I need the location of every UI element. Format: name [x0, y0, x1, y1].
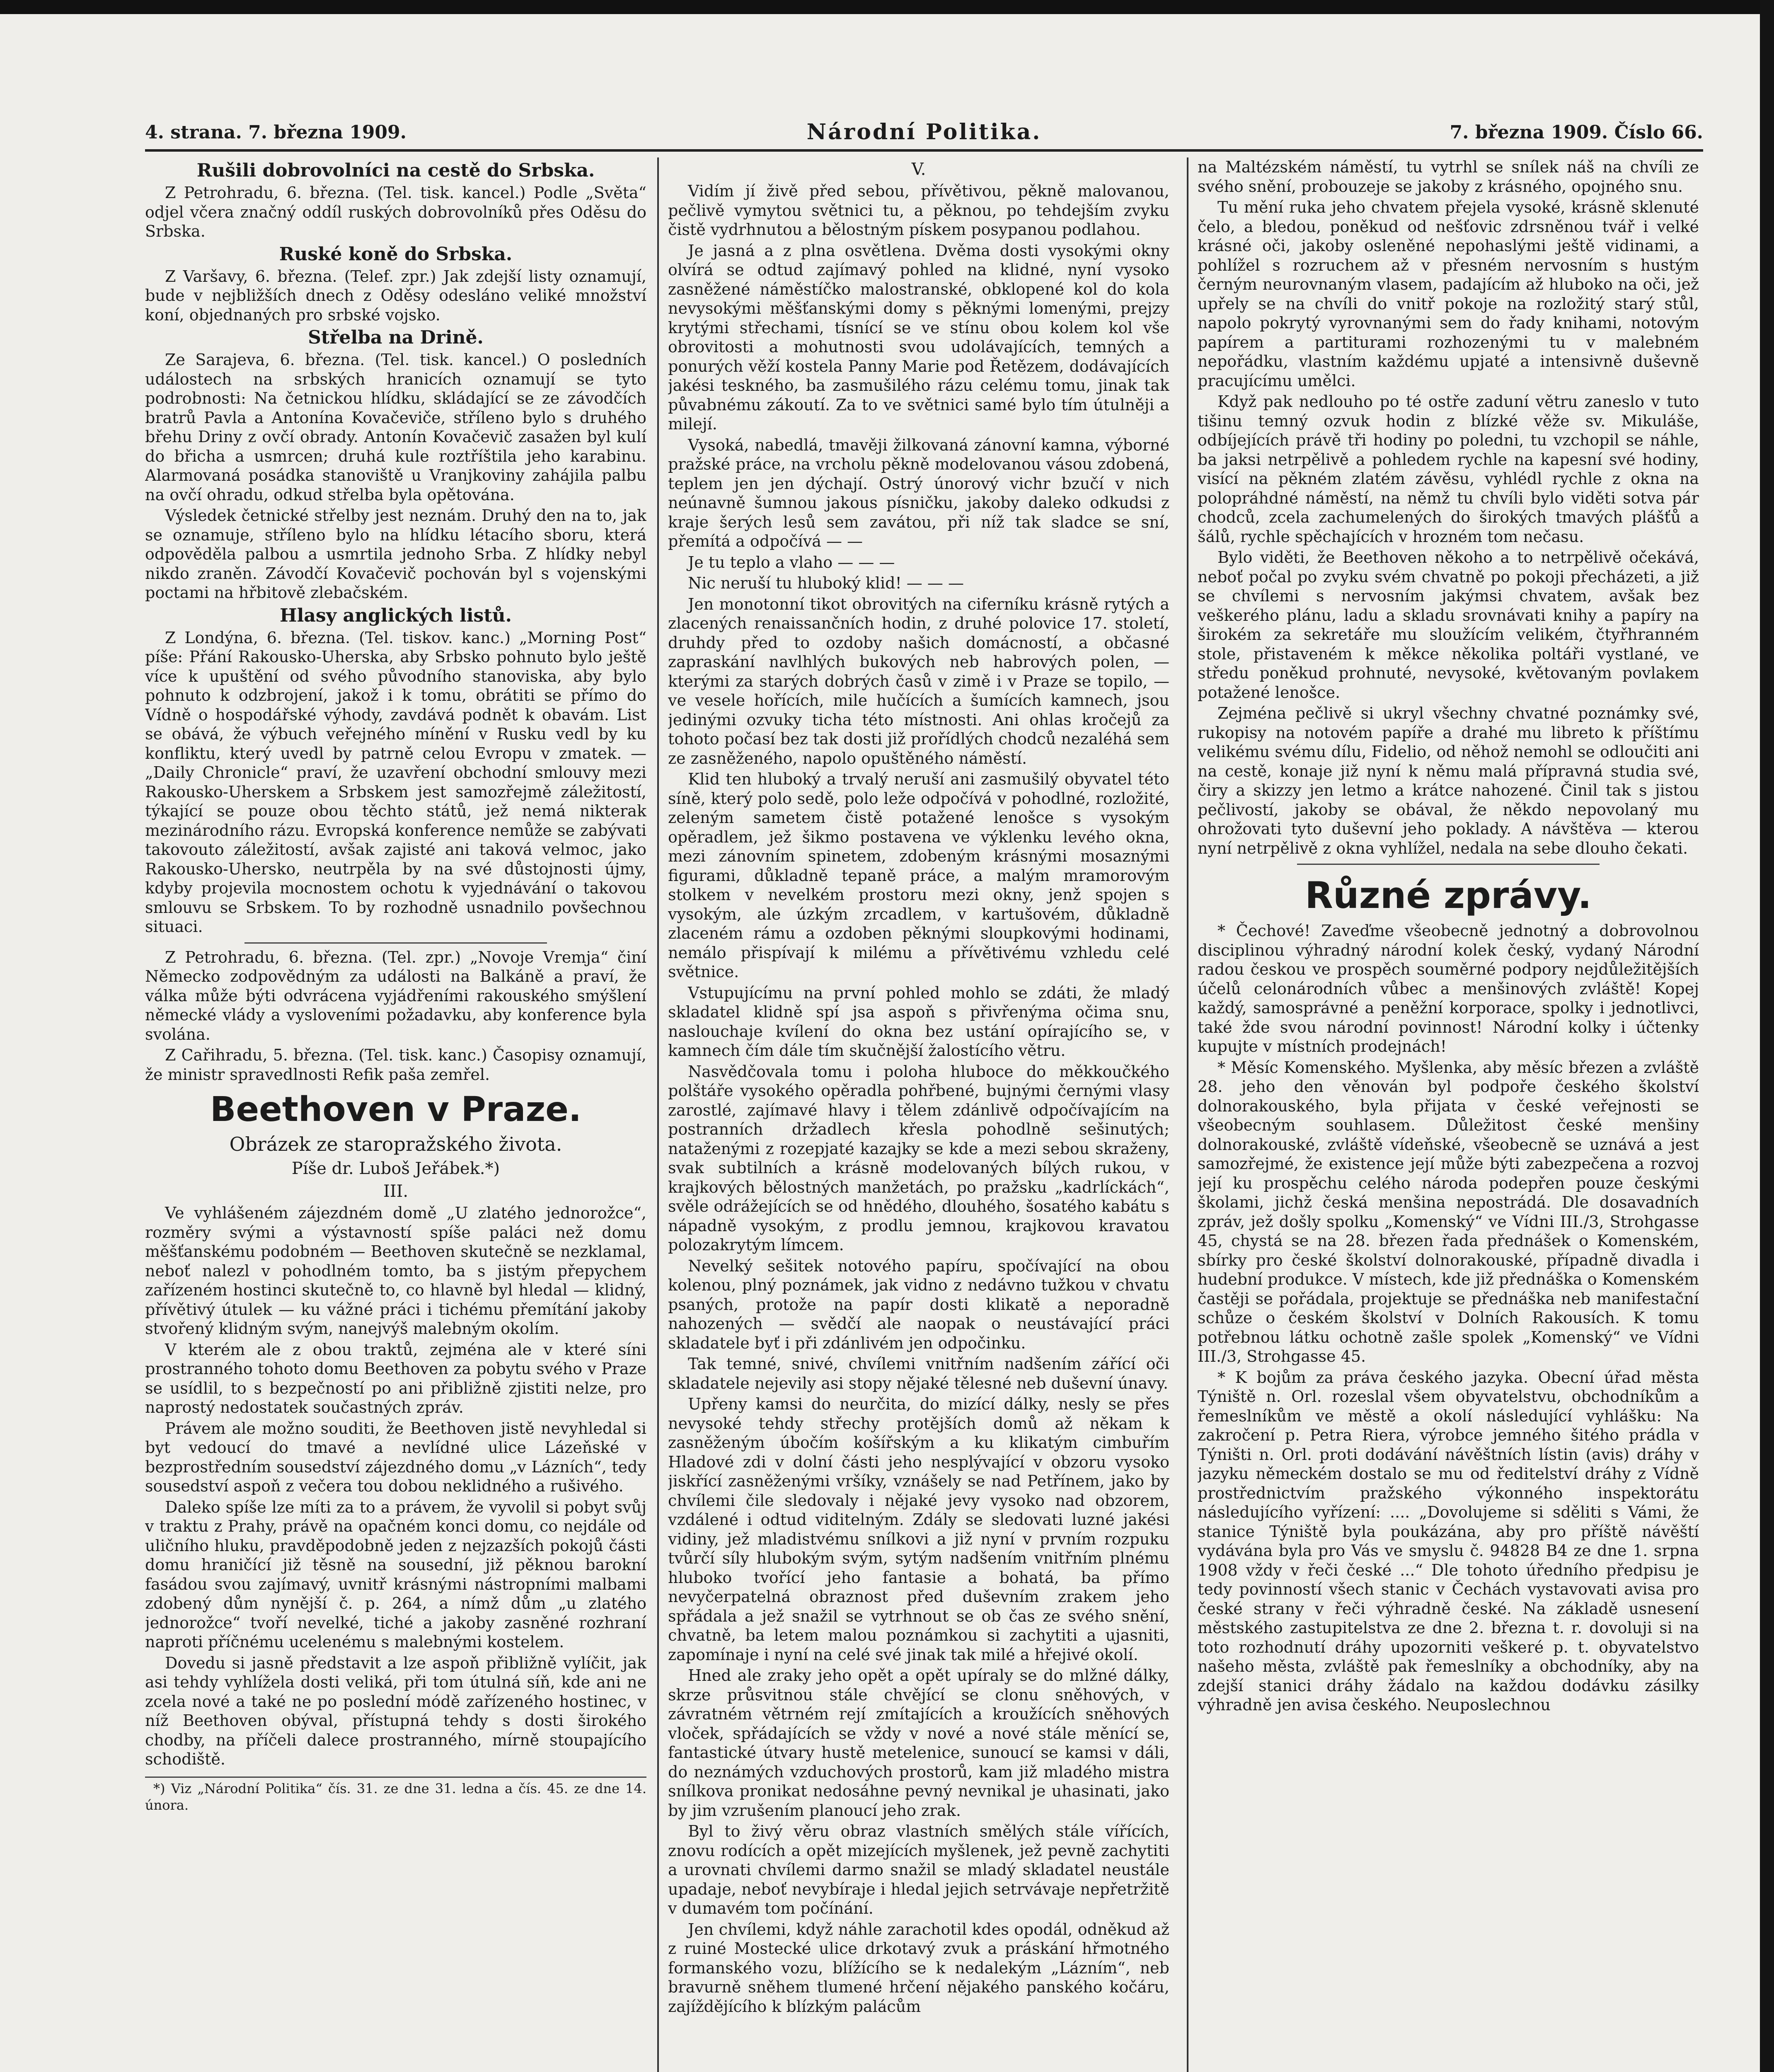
column-rule: [657, 157, 659, 2072]
header-page-date: 4. strana. 7. března 1909.: [145, 122, 407, 143]
article-paragraph: Ze Sarajeva, 6. března. (Tel. tisk. kancel.) O posledních událostech na srbských hranicích oznamují se tyto podrobnosti: Na četnickou hlídku, skládající se ze závodčích bratrů Pavla a Antonína Kovačeviče, stříleno bylo s druhého břehu Driny z ovčí obrady. Antonín Kovačevič zasažen byl kulí do břicha a usmrcen; druhá kule roztříštila jeho karabinu. Alarmovaná posádka stanoviště u Vranjkoviny zahájila palbu na ovčí ohradu, odkud střelba byla opětována.: [145, 351, 646, 504]
article-paragraph: Z Londýna, 6. března. (Tel. tiskov. kanc.) „Morning Post“ píše: Přání Rakousko-Uherska, aby Srbsko pohnuto bylo ještě více k upuštění od svého původního stanoviska, aby bylo pohnuto k odzbrojení, jakož i k tomu, obrátiti se přímo do Vídně o hospodářské výhody, zavdává podnět k obavám. List se obává, že výbuch veřejného mínění v Rusku vedl by ku konfliktu, který uvedl by patrně celou Evropu v zmatek. — „Daily Chronicle“ praví, že uzavření obchodní smlouvy mezi Rakousko-Uherskem a Srbskem jest samozřejmě záležitostí, týkající se pouze obou těchto států, jež nemá nikterak mezinárodního rázu. Evropská konference nemůže se zabývati takovouto záležitostí, avšak zajisté ani taková velmoc, jako Rakousko-Uhersko, neutrpěla by na své důstojnosti újmy, kdyby projevila mocnostem ochotu k vyjednávání o takovou smlouvu se Srbskem. To by rozhodně usnadnilo povšechnou situaci.: [145, 628, 646, 936]
article-paragraph: Hned ale zraky jeho opět a opět upíraly se do mlžné dálky, skrze průsvitnou stále chvějící se clonu sněhových, v závratném větrném rejí zmítajících a kroužících sněhových vloček, spřádajících se vždy v nové a nové stále měnící se, fantastické útvary hustě metelenice, sunoucí se kamsi v dáli, do neznámých vzduchových prostorů, kam již mladého mistra snílkova pronikat nedosáhne pevný nevnikal je uhasinati, jako by jim vzrušením planoucí jeho zrak.: [668, 1666, 1169, 1820]
article-paragraph: Dovedu si jasně představit a lze aspoň přibližně vylíčit, jak asi tehdy vyhlížela dosti veliká, při tom útulná síň, kde ani ne zcela nové a také ne po poslední módě zařízeného hostinec, v níž Beethoven obýval, přístupná tehdy s dosti širokého chodby, na příčeli dalece prostranného, mírně stoupajícího schodiště.: [145, 1653, 646, 1768]
article-paragraph: Nasvědčovala tomu i poloha hluboce do měkkoučkého polštáře vysokého opěradla pohřbené, bujnými černými vlasy zarostlé, zajímavé hlavy i tělem zdánlivě odpočívajícím na postranních držadlech křesla pohodlně sešinutých; nataženými z rozepjaté kazajky se kde a mezi sebou skraženy, svak subtilních a krásně modelovaných bílých rukou, v krajkových bělostných manžetách, po pražsku „kadrlíckách“, svěle odrážejících se od hnědého, dlouhého, šosatého kabátu s nápadně vysokým, z prodlu jemnou, krajkovou kravatou polozakrytým límcem.: [668, 1062, 1169, 1254]
chapter-number: V.: [911, 160, 926, 179]
article-paragraph: Bylo viděti, že Beethoven někoho a to netrpělivě očekává, neboť počal po zvyku svém chvatně po pokoji přecházeti, a již se chvílemi s nervosním jakýmsi chvatem, avšak bez veškerého plánu, ladu a skladu srovnávati knihy a papíry na širokém za sekretáře mu sloužícím velikém, čtyřhranném stole, přistaveném k měkce několika poltáři vystlané, ve středu poněkud prohnuté, nevysoké, květovaným povlakem potažené lenošce.: [1198, 548, 1699, 702]
section-title: Různé zprávy.: [1305, 874, 1592, 917]
column-left: [145, 157, 646, 2072]
section-separator: [244, 942, 547, 944]
newspaper-page: [145, 116, 1703, 2072]
column-middle: [668, 157, 1169, 2072]
article-headline: Rušili dobrovolníci na cestě do Srbska.: [196, 160, 595, 181]
article-paragraph: Výsledek četnické střelby jest neznám. Druhý den na to, jak se oznamuje, stříleno bylo na hlídku létacího sboru, která odpověděla palbou a usmrtila jednoho Srba. Z hlídky nebyl nikdo zraněn. Závodčí Kovačevič pochován byl s vojenskými poctami na hřbitově zlebačském.: [145, 506, 646, 602]
article-paragraph: Jen monotonní tikot obrovitých na ciferníku krásně rytých a zlacených renaissančních hodin, z druhé polovice 17. století, druhdy před to ozdoby našich domácností, a občasné zapraskání navlhlých bukových neb habrových polen, — kterými za starých dobrých časů v zimě i v Praze se topilo, — ve vesele hořících, mile hučících a šumících kamnech, jsou jedinými ozvuky ticha této místnosti. Ani ohlas kročejů za tohoto počasí bez tak dosti již prořídlých chodců nezaléhá sem ze zasněženého, napolo opuštěného náměstí.: [668, 595, 1169, 767]
header-issue-number: 7. března 1909. Číslo 66.: [1450, 122, 1703, 143]
article-paragraph: Tak temné, snivé, chvílemi vnitřním nadšením zářící oči skladatele nejevily asi stopy nějaké tělesné neb duševní únavy.: [668, 1355, 1169, 1392]
article-paragraph: Z Cařihradu, 5. března. (Tel. tisk. kanc.) Časopisy oznamují, že ministr spravedlnosti Refik paša zemřel.: [145, 1046, 646, 1084]
section-separator: [1297, 864, 1600, 865]
article-paragraph: Byl to živý věru obraz vlastních smělých stále vířících, znovu rodících a opět mizejících myšlenek, jež pevně zachytiti a urovnati chvílemi darmo snažil se mladý skladatel neustále upadaje, neboť nevybíraje i hledal jejich setrvávaje nepřetržitě v dumavém tom počínání.: [668, 1822, 1169, 1917]
column-rule: [1187, 157, 1188, 2072]
feature-title: Beethoven v Praze.: [210, 1090, 581, 1129]
article-paragraph: na Maltézském náměstí, tu vytrhl se snílek náš na chvíli ze svého snění, probouzeje se jakoby z krásného, opojného snu.: [1198, 158, 1699, 196]
article-headline: Střelba na Drině.: [308, 327, 484, 348]
article-paragraph: Je jasná a z plna osvětlena. Dvěma dosti vysokými okny olvírá se odtud zajímavý pohled na klidné, nyní vysoko zasněžené náměstíčko malostranské, obklopené kol do kola nevysokými měšťanskými domy s pěknými lomenými, prejzy krytými střechami, tísnící se ve stínu obou kolem kol vše obrovitosti a mohutnosti svou udolávajících, temných a ponurých věží kostela Panny Marie pod Řetězem, dodávajících jakési teskného, ba zasmušilého rázu celému tomu, jinak tak půvabnému zákoutí. Za to ve světnici samé bylo tím útulněji a milejí.: [668, 241, 1169, 433]
chapter-number: III.: [383, 1182, 409, 1201]
feature-subtitle: Obrázek ze staropražského života.: [229, 1133, 562, 1155]
article-paragraph: Klid ten hluboký a trvalý neruší ani zasmušilý obyvatel této síně, který polo sedě, polo leže odpočívá v pohodlné, rozložité, zeleným sametem čistě potažené lenošce s vysokým opěradlem, jež šikmo postavena ve výklenku levého okna, mezi zánovním spinetem, zdobeným krásnými mosaznými figurami, důkladně tepaně práce, a malým mramorovým stolkem v nevelkém prostoru mezi okny, jenž spojen s vysokým, ale úzkým zrcadlem, v kartušovém, důkladně zlaceném rámu a ozdoben pěknými sloupkovými hodinami, nemálo přispívají k milému a přívětivému vzhledu celé světnice.: [668, 770, 1169, 981]
article-paragraph: Ve vyhlášeném zájezdném domě „U zlatého jednorožce“, rozměry svými a výstavností spíše paláci než domu měšťanskému podobném — Beethoven skutečně se nezklamal, neboť nalezl v pohodlném tomto, ba s jistým přepychem zařízeném hostinci skutečně to, co hlavně byl hledal — klidný, přívětivý útulek — ku vážné práci i tichému přemítání jakoby stvořený klidným svým, nanejvýš malebným okolím.: [145, 1204, 646, 1338]
article-paragraph: Z Petrohradu, 6. března. (Tel. zpr.) „Novoje Vremja“ činí Německo zodpovědným za události na Balkáně a praví, že válka může býti odvrácena vyjádřeními rakouského smýšlení německé vlády a vysloveními požadavku, aby konference byla svolána.: [145, 948, 646, 1043]
page-header: [145, 116, 1703, 152]
article-paragraph: Z Petrohradu, 6. března. (Tel. tisk. kancel.) Podle „Světa“ odjel včera značný oddíl ruských dobrovolníků přes Oděsu do Srbska.: [145, 184, 646, 240]
article-paragraph: Nevelký sešitek notového papíru, spočívající na obou kolenou, plný poznámek, jak vidno z nedávno tužkou v chvatu psaných, protože na papír dosti klikatě a neporadně nahozených — svědčí ale naopak o neustávající práci skladatele byť i při zdánlivém jen odpočinku.: [668, 1256, 1169, 1352]
article-paragraph: Nic neruší tu hluboký klid! — — —: [688, 574, 964, 592]
article-paragraph: Daleko spíše lze míti za to a právem, že vyvolil si pobyt svůj v traktu z Prahy, právě na opačném konci domu, co nejdále od uličního hluku, pravděpodobně jeden z nejzazších pokojů části domu hraničící již těsně na sousední, již pěknou barokní fasádou svou zajímavý, uvnitř krásnými nástropními malbami zdobený dům nynější č. p. 264, a nímž dům „u zlatého jednorožce“ tvoří nevelké, tiché a jakoby zasněné rozhraní naproti příčnému ucelenému s malebnými kostelem.: [145, 1498, 646, 1651]
article-paragraph: Upřeny kamsi do neurčita, do mizící dálky, nesly se přes nevysoké tehdy střechy protějších domů až někam k zasněženým úbočím košířským a ku klikatým cimbuřím Hladové zdi v dolní části jeho nesplývající v obzoru vysoko jiskřící zasněženými vršíky, vznášely se nad Petřínem, jako by chvílemi čile sledovaly i nějaké jevy vysoko nad obzorem, vzdálené i odtud viditelným. Zdály se sledovati luzné jakési vidiny, jež mladistvému snílkovi a již nyní v prvním rozpuku tvůrčí síly hlubokým svým, sytým nadšením vnitřním plnému hluboko tvořící jeho fantasie a bohatá, ba přímo nevyčerpatelná obraznost před duševním zrakem jeho spřádala a jež snažil se vytrhnout se ob čas ze svého snění, chvatně, ba letem malou poznámkou si zachytiti a ujasniti, zapomínaje i nyní na celé své jinak tak milé a hřejivé okolí.: [668, 1395, 1169, 1664]
article-paragraph: Když pak nedlouho po té ostře zaduní větru zaneslo v tuto tišinu temný ozvuk hodin z blízké věže sv. Mikuláše, odbíjejících právě tři hodiny po poledni, tu vzchopil se náhle, ba jaksi netrpělivě a pohledem rychle na kapesní své hodiny, visící na pěkném zlatém závěsu, vyhlédl rychle z okna na polopráhdné náměstí, na němž tu chvíli bylo viděti sotva pár chodců, zcela zachumelených do širokých tmavých plášťů a šálů, rychle spěchajících v hrozném tom nečasu.: [1198, 392, 1699, 546]
masthead-title: Národní Politika.: [806, 119, 1042, 145]
article-paragraph: Vstupujícímu na první pohled mohlo se zdáti, že mladý skladatel klidně spí jsa aspoň s přivřenýma očima snu, naslouchaje kvílení do okna bez ustání opírajícího se, v kamnech čím dále tím skučnější žalostícího větru.: [668, 983, 1169, 1060]
article-paragraph: Je tu teplo a vlaho — — —: [688, 553, 895, 571]
article-paragraph: Zejména pečlivě si ukryl všechny chvatné poznámky své, rukopisy na notovém papíře a drahé mu libreto k příštímu velikému svému dílu, Fidelio, od něhož nemohl se odloučiti ani na cestě, konaje již nyní k němu malá přípravná studia své, čiry a skizzy jen letmo a krátce nahozené. Činil tak s jistou pečlivostí, jakoby se obával, že někdo nepovolaný mu ohrožovati tyto duševní jeho poklady. A návštěva — kterou nyní netrpělivě z okna vyhlížel, nedala na sebe dlouho čekati.: [1198, 704, 1699, 857]
article-headline: Ruské koně do Srbska.: [279, 243, 513, 265]
article-paragraph: Z Varšavy, 6. března. (Telef. zpr.) Jak zdejší listy oznamují, bude v nejbližších dnech z Oděsy odesláno veliké množství koní, objednaných pro srbské vojsko.: [145, 267, 646, 324]
column-right: [1198, 157, 1699, 2072]
news-item: * K bojům za práva českého jazyka. Obecní úřad města Týniště n. Orl. rozeslal všem obyvatelstvu, obchodníkům a řemeslníkům ve městě a okolí následující vyhlášku: Na zakročení p. Petra Riera, výrobce jemného šitého prádla v Týništi n. Orl. proti dodávání návěštních lístin (avis) dráhy v jazyku německém dostalo se mu od ředitelství dráhy z Vídně prostřednictvím pražského výkonného inspektorátu následujícího vyřízení: .... „Dovolujeme si sděliti s Vámi, že stanice Týniště byla poukázána, aby pro příště návěští vydávána byla pro Vás ve smyslu č. 94828 B4 ze dne 1. srpna 1908 vždy v řeči české ...“ Dle tohoto úředního předpisu je tedy povinností všech stanic v Čechách vystavovati avisa pro české strany v řeči výhradně české. Na základě usnesení městského zastupitelstva ze dne 2. března t. r. dovoluji si na toto rozhodnutí dráhy upozorniti veškeré p. t. obyvatelstvo našeho města, zvláště pak řemeslníky a obchodníky, aby na zdejší stanici dráhy žádalo na každou dodávku zásilky výhradně jen avisa českého. Neuposlechnou: [1198, 1368, 1699, 1714]
article-paragraph: Vysoká, nabedlá, tmavěji žilkovaná zánovní kamna, výborné pražské práce, na vrcholu pěkně modelovanou vásou zdobená, teplem jen jen dýchají. Ostrý únorový vichr bzučí v nich neúnavně šumnou jakous písničku, jakoby daleko odkudsi z kraje šerých lesů sem zavátou, při níž tak sladce se sní, přemítá a odpočívá — —: [668, 436, 1169, 550]
article-paragraph: Právem ale možno souditi, že Beethoven jistě nevyhledal si byt vedoucí do tmavé a nevlídné ulice Lázeňské v bezprostředním sousedství zájezdného domu „v Lázních“, tedy sousedství aspoň z večera tou dobou neklidného a rušivého.: [145, 1419, 646, 1495]
article-paragraph: Tu mění ruka jeho chvatem přejela vysoké, krásně sklenuté čelo, a bledou, poněkud od nešťovic zdrsněnou tvář i velké krásné oči, jakoby osleněné nepohaslými ještě vidinami, a pohlížel s rozruchem až v přesném nervosním s hustým černým neurovnaným vlasem, padajícím až hluboko na oči, jež upřely se na chvíli do vnitř pokoje na rozložitý starý stůl, napolo pokrytý vyrovnanými sem do řady knihami, notovým papírem a partiturami rozhozenými tu v malebném nepořádku, vlastním každému upjaté a intensivně duševně pracujícímu umělci.: [1198, 198, 1699, 390]
article-paragraph: Jen chvílemi, když náhle zarachotil kdes opodál, odněkud až z ruiné Mostecké ulice drkotavý zvuk a práskání hřmotného formanského vozu, blížícího se k nedalekým „Lázním“, neb bravurně sněhem tlumené hrčení nějakého panského kočáru, zajíždějícího k blízkým palácům: [668, 1920, 1169, 2016]
footnote: [145, 1777, 646, 1813]
article-paragraph: V kterém ale z obou traktů, zejména ale v které síni prostranného tohoto domu Beethoven za pobytu svého v Praze se usídlil, to s bezpečností po ani přibližně zjistiti nelze, pro naprostý nedostatek součastných zpráv.: [145, 1340, 646, 1416]
news-item: * Čechové! Zaveďme všeobecně jednotný a dobrovolnou disciplinou výhradný národní kolek český, vydaný Národní radou českou ve prospěch souměrné podpory nejdůležitějších účelů celonárodních vůbec a menšinových zvláště! Kopej každý, samosprávné a peněžní korporace, spolky i jednotlivci, také žde svou národní povinnost! Národní kolky i účtenky kupujte v místních prodejnách!: [1198, 922, 1699, 1055]
scan-border-right: [1760, 0, 1774, 2072]
footnote-text: *) Viz „Národní Politika“ čís. 31. ze dne 31. ledna a čís. 45. ze dne 14. února.: [145, 1780, 646, 1813]
article-headline: Hlasy anglických listů.: [280, 605, 512, 626]
scan-border-top: [0, 0, 1774, 14]
feature-author: Píše dr. Luboš Jeřábek.*): [291, 1159, 500, 1178]
article-paragraph: Vidím jí živě před sebou, přívětivou, pěkně malovanou, pečlivě vymytou světnici tu, a pěknou, po tehdejším zvyku čistě vydrhnutou a bělostným pískem posypanou podlahou.: [668, 182, 1169, 239]
news-item: * Měsíc Komenského. Myšlenka, aby měsíc březen a zvláště 28. jeho den věnován byl podpoře českého školství dolnorakouského, byla přijata v české veřejnosti se všeobecným souhlasem. Důležitost české menšiny dolnorakouské, zvláště vídeňské, všeobecně se uznává a jest samozřejmé, že existence její může býti zabezpečena a rozvoj její ku prospěchu celého národa podepřen pouze českými školami, jichž česká menšina nepostrádá. Dle dosavadních zpráv, jež došly spolku „Komenský“ ve Vídni III./3, Strohgasse 45, chystá se na 28. březen řada přednášek o Komenském, sbírky pro české školství dolnorakouské, případně divadla i hudební produkce. V místech, kde již přednáška o Komenském častěji se pořádala, projektuje se přednáška neb manifestační schůze o českém školství v Dolních Rakousích. K tomu potřebnou látku ochotně zašle spolek „Komenský“ ve Vídni III./3, Strohgasse 45.: [1198, 1058, 1699, 1365]
